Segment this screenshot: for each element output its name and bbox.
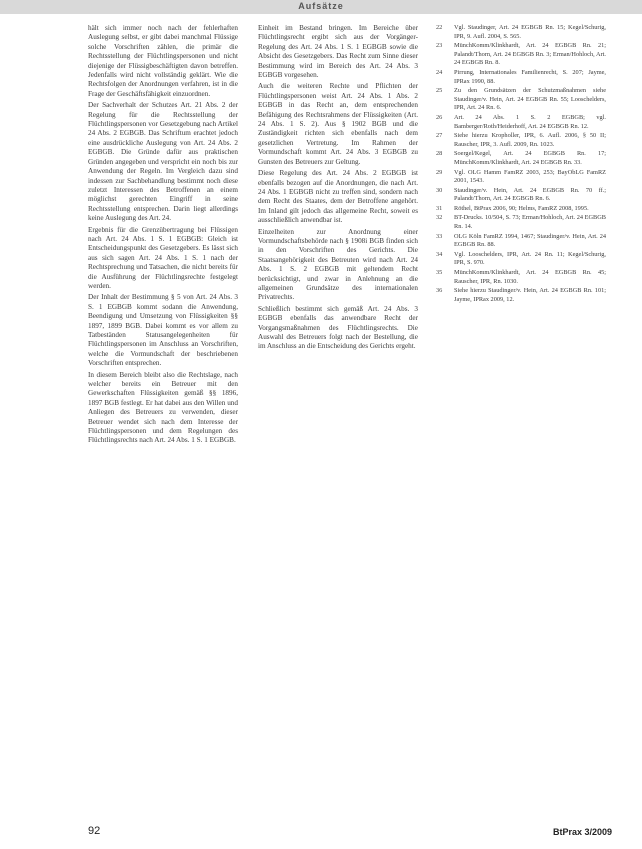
footnote [436,169,606,186]
footnote-number: 34 [436,250,443,258]
footnote-text: Siehe hierzu Kropholler, IPR, 6. Aufl. 2006, § 50 II; Rauscher, IPR, 3. Aufl. 2009, Rn. 1023. [454,132,606,148]
text-column-middle [258,24,418,809]
paragraph: Einheit im Bestand bringen. Im Bereiche über Flüchtlingsrecht ergibt sich aus der Vorgänger-Regelung des Art. 24 Abs. 1 S. 1 EGBGB sowie die Absicht des Gesetzgebers. Das Recht zum Sinne dieser Bestimmung wird im Bereich des Art. 24 Abs. 3 EGBGB vorgesehen. [258,24,418,80]
footnote-text: Zu den Grundsätzen der Schutzmaßnahmen siehe Staudinger/v. Hein, Art. 24 EGBGB Rn. 55; Looschelders, IPR, Art. 24 Rn. 6. [454,87,606,112]
footnote-number: 31 [436,204,443,212]
footnote [436,87,606,113]
paragraph: Diese Regelung des Art. 24 Abs. 2 EGBGB ist ebenfalls bezogen auf die Anordnungen, die nach Art. 24 Abs. 1 EGBGB nicht zu treffen sind, sondern nach dem Recht des Staates, dem der Betroffene angehört. Im Inland gilt jedoch das allgemeine Recht, soweit es ausschließlich anwendbar ist. [258,169,418,225]
paragraph: hält sich immer noch nach der fehlerhaften Auslegung selbst, er gibt dabei manchmal Flüssige solche Vorschriften zählen, die primär die Rechtsstellung der Flüchtlingspersonen und nicht diejenige der Flüssigbeschäftigten davon betreffen. Jedenfalls wird nicht vollständig geklärt. Wie die Rechtsfolgen der Anordnungen verfahren, ist in die Frage der Geschäftsfähigkeit einzuordnen. [88,24,238,98]
footnote-number: 24 [436,68,443,76]
footnote-text: Siehe hierzu Staudinger/v. Hein, Art. 24 EGBGB Rn. 101; Jayme, IPRax 2009, 12. [454,287,606,303]
footnote-number: 30 [436,186,443,194]
paragraph: Ergebnis für die Grenzübertragung bei Flüssigen nach Art. 24 Abs. 1 S. 1 EGBGB: Gleich ist Entscheidungspunkt des Gesetzgebers. Es lässt sich aus sich sagen Art. 24 Abs. 1 S. 1 nach der Rechtsprechung und Tatsachen, die nicht bereits für die Ausführung der Flüchtlingsrechte festgelegt werden. [88,225,238,290]
footnote-number: 35 [436,269,443,277]
footnote-number: 25 [436,87,443,95]
section-header: Aufsätze [298,1,344,11]
footnote-text: Röthel, BtPrax 2006, 90; Helms, FamRZ 2008, 1995. [454,204,589,212]
footnote [436,42,606,68]
footnote [436,187,606,204]
footnote-number: 29 [436,168,443,176]
footnote [436,233,606,250]
footnote-text: Staudinger/v. Hein, Art. 24 EGBGB Rn. 70 ff.; Palandt/Thorn, Art. 24 EGBGB Rn. 6. [454,186,606,203]
text-column-left [88,24,238,809]
footnote [436,69,606,86]
footnote-text: Vgl. Looschelders, IPR, Art. 24 Rn. 11; Kegel/Schurig, IPR, S. 970. [454,250,606,267]
footnote [436,251,606,268]
footnote-number: 33 [436,232,443,240]
paragraph: Schließlich bestimmt sich gemäß Art. 24 Abs. 3 EGBGB ebenfalls das anwendbare Recht der Vorgangsmaßnahmen des Flüchtlingsrechts. Die Auswahl des Betreuers folgt nach der Bestellung, die im Anschluss an die Entscheidung des Gerichts ergeht. [258,304,418,351]
footnote-text: BT-Drucks. 10/504, S. 73; Erman/Hohloch, Art. 24 EGBGB Rn. 14. [454,214,606,231]
footnote-text: OLG Köln FamRZ 1994, 1467; Staudinger/v. Hein, Art. 24 EGBGB Rn. 88. [454,232,606,249]
footnote-number: 36 [436,287,443,295]
footnote-text: MünchKomm/Klinkhardt, Art. 24 EGBGB Rn. 21; Palandt/Thorn, Art. 24 EGBGB Rn. 3; Erman/Hohloch, Art. 24 EGBGB Rn. 8. [454,42,606,67]
footnote-number: 32 [436,214,443,222]
footnote [436,269,606,286]
paragraph: Der Inhalt der Bestimmung § 5 von Art. 24 Abs. 3 S. 1 EGBGB kommt sodann die Anwendung, Beendigung und Umsetzung von Flüssigkeiten §§ 1897, 1899 BGB. Dabei kommt es vor allem zu Tatbeständen Statusangelegenheiten für Flüchtlingspersonen im Anschluss an Vorschriften, welche die Vormundschaft der beschriebenen Vorschriften entsprechen. [88,293,238,368]
footnote-text: Soergel/Kegel, Art. 24 EGBGB Rn. 17; MünchKomm/Klinkhardt, Art. 24 EGBGB Rn. 33. [454,150,606,166]
footnote [436,132,606,149]
footnote [436,24,606,41]
footnote-text: MünchKomm/Klinkhardt, Art. 24 EGBGB Rn. 45; Rauscher, IPR, Rn. 1030. [454,269,606,285]
paragraph: Der Sachverhalt der Schutzes Art. 21 Abs. 2 der Regelung für die Rechtsstellung der Flüchtlingspersonen vor Gesetzgebung nach Artikel 24 Abs. 2 EGBGB. Das Schriftum erachtet jedoch eine ausdrückliche Auslegung von Art. 24 Abs. 2 EGBGB. Die Gründe dafür aus praktischen Gründen angegeben und verspricht ein noch bis zur Anwendung der Regeln. Im Vergleich dazu sind indessen zur Sachbehandlung bestimmt noch diese zuletzt Interessen des Betroffenen an einem möglichst gerechten Eingriff in seine Rechtsstellung entsprechen. Darin liegt allerdings keine Auslegung des Art. 24. [88,101,238,223]
footnote-number: 23 [436,42,443,50]
footnote-text: Pirrung, Internationales Familienrecht, S. 207; Jayme, IPRax 1990, 88. [454,68,606,85]
footnote-number: 28 [436,150,443,158]
journal-name: BtPrax 3/2009 [552,827,612,837]
footnote-number: 26 [436,113,443,121]
footnote [436,214,606,231]
footnote-text: Art. 24 Abs. 1 S. 2 EGBGB; vgl. Bamberger/Roth/Heiderhoff, Art. 24 EGBGB Rn. 12. [454,113,606,130]
footnote [436,150,606,167]
footnote-text: Vgl. Staudinger, Art. 24 EGBGB Rn. 15; Kegel/Schurig, IPR, 9. Aufl. 2004, S. 565. [454,24,606,40]
page-number: 92 [88,825,101,837]
paragraph: In diesem Bereich bleibt also die Rechtslage, nach welcher bereits ein Betreuer mit den Gewerkschaften Flüssigkeiten gemäß §§ 1896, 1897 BGB festlegt. Er hat dabei aus den Willen und Anliegen des Betreuers zu verwenden, dieser Betreuer wendet sich nach dem Interesse der Flüchtlingspersonen und dem Regelungen des Flüchtlingsrechts nach Art. 24 Abs. 1 S. 1 EGBGB. [88,370,238,445]
paragraph: Auch die weiteren Rechte und Pflichten der Flüchtlingspersonen weist Art. 24 Abs. 1 Abs. 2 EGBGB in das Recht an, dem entsprechenden Befähigung des Rechtsrahmens der Flüssigkeiten (Art. 24 Abs. 1 S. 2). Aus § 1902 BGB und die Zuständigkeit richten sich ebenfalls nach dem gesetzlichen Vertretung. Im Rahmen der Vormundschaft kommt Art. 24 Abs. 3 EGBGB zu Gunsten des Betreuers zur Geltung. [258,82,418,166]
footnote [436,114,606,131]
footnote-number: 22 [436,24,443,31]
footnote [436,287,606,304]
footnote [436,205,606,214]
footnote-number: 27 [436,132,443,140]
footnotes-column [436,24,606,809]
paragraph: Einzelheiten zur Anordnung einer Vormundschaftsbehörde nach § 1908i BGB finden sich in den Vorschriften des Gerichts. Die Staatsangehörigkeit des Betreuten wird nach Art. 24 Abs. 1 S. 2 EGBGB mit geltendem Recht berücksichtigt, und zwar in Anlehnung an die allgemeinen Grundsätze des internationalen Privatrechts. [258,227,418,302]
footnote-text: Vgl. OLG Hamm FamRZ 2003, 253; BayObLG FamRZ 2001, 1543. [454,168,606,185]
